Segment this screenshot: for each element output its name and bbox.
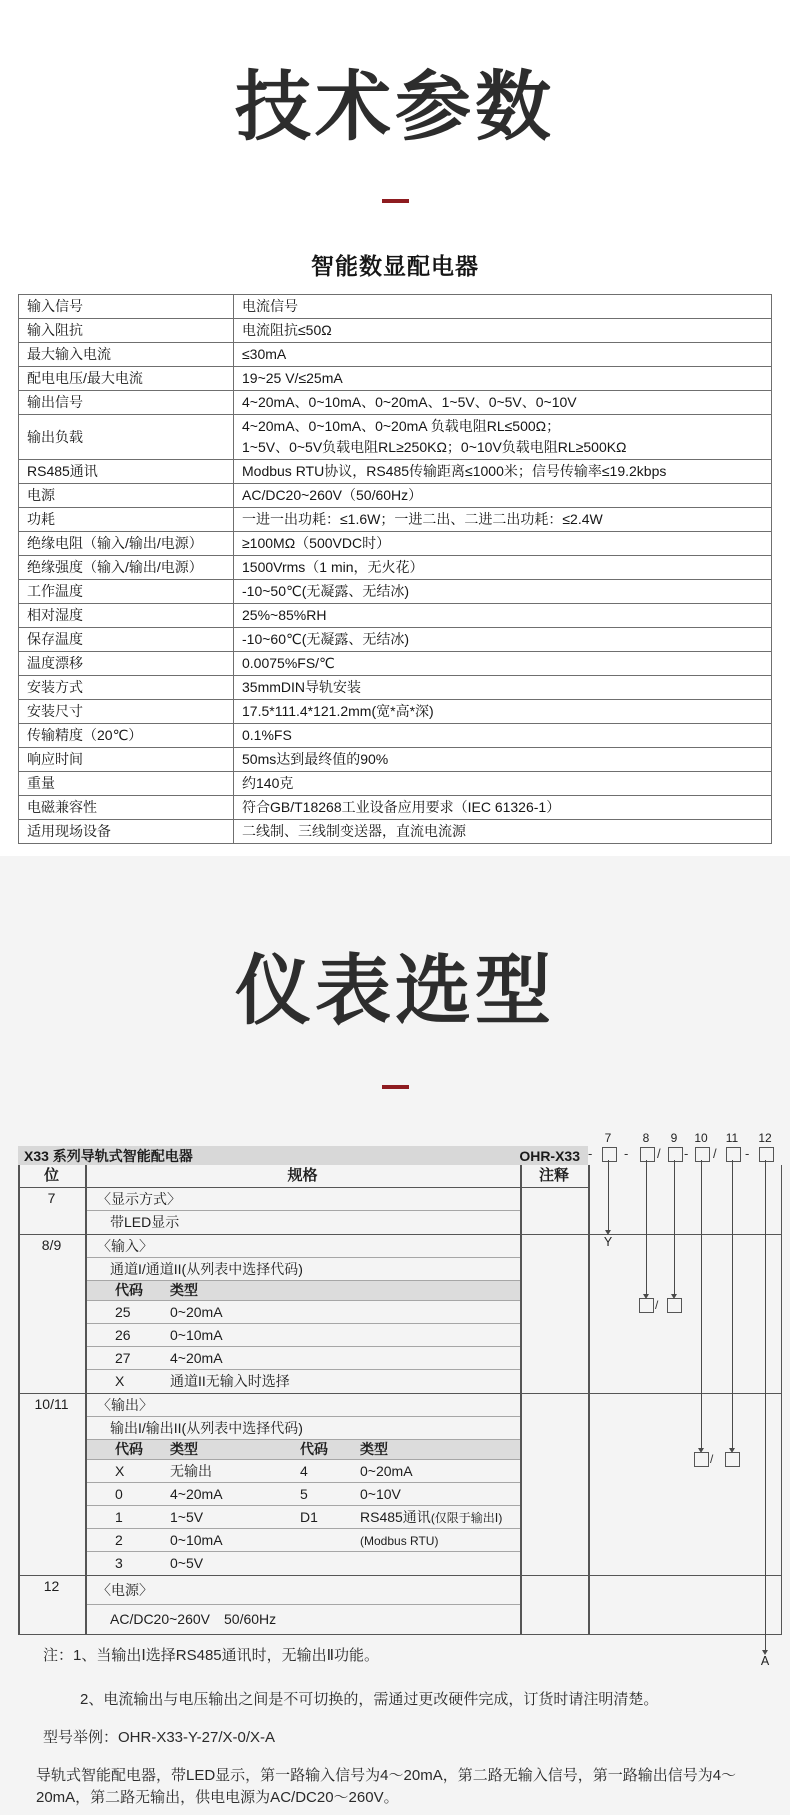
note-item: 2、电流输出与电压输出之间是不可切换的，需通过更改硬件完成，订货时请注明清楚。 — [80, 1691, 659, 1708]
diagram-cell — [588, 1576, 781, 1634]
model-code-separator: - — [624, 1146, 629, 1161]
spec-value: 符合GB/T18268工业设备应用要求（IEC 61326-1） — [234, 796, 772, 820]
model-code-separator: - — [684, 1146, 689, 1161]
code-cell: 3 — [115, 1555, 123, 1571]
spec-label: 绝缘电阻（输入/输出/电源） — [19, 532, 234, 556]
connector-line — [701, 1160, 702, 1448]
spec-row — [19, 556, 772, 580]
model-code-separator: / — [657, 1146, 661, 1161]
connector-line — [608, 1160, 609, 1230]
note-cell — [520, 1188, 588, 1234]
selection-groups — [18, 1188, 781, 1634]
spec-row — [19, 724, 772, 748]
spec-label: 响应时间 — [19, 748, 234, 772]
position-cell: 7 — [47, 1190, 56, 1206]
note-line — [0, 1689, 790, 1711]
code-row — [85, 1370, 520, 1393]
table-border-line — [18, 1165, 20, 1634]
type-cell: 0~20mA — [170, 1304, 223, 1320]
model-code-box — [668, 1147, 683, 1162]
spec-row — [19, 367, 772, 391]
code-row — [85, 1529, 520, 1552]
model-code-separator: - — [588, 1146, 593, 1161]
selection-table — [18, 1165, 782, 1635]
slash-separator: / — [710, 1452, 714, 1466]
spec-label: 传输精度（20℃） — [19, 724, 234, 748]
selection-section — [0, 856, 790, 1815]
model-digit: 8 — [642, 1131, 650, 1145]
code-row — [85, 1483, 520, 1506]
position-cell: 8/9 — [41, 1237, 62, 1253]
spec-row — [19, 820, 772, 844]
type-cell: 1~5V — [170, 1509, 204, 1525]
code-row — [85, 1301, 520, 1324]
code-cell: 代码 — [115, 1441, 143, 1457]
code-cell: D1 — [300, 1509, 318, 1525]
spec-label: 温度漂移 — [19, 652, 234, 676]
type-cell — [360, 1552, 520, 1575]
column-header-spec: 规格 — [287, 1167, 318, 1184]
model-digit: 11 — [725, 1131, 739, 1145]
code-cell: 26 — [115, 1327, 131, 1343]
output-code-box — [694, 1452, 709, 1467]
code-cell: 0 — [115, 1486, 123, 1502]
spec-value: 一进一出功耗：≤1.6W；一进二出、二进二出功耗：≤2.4W — [234, 508, 772, 532]
spec-row — [19, 532, 772, 556]
type-cell: 0~5V — [170, 1555, 204, 1571]
input-code-box — [639, 1298, 654, 1313]
selection-group — [18, 1234, 781, 1393]
spec-row — [19, 748, 772, 772]
model-digit: 9 — [670, 1131, 678, 1145]
spec-label: 绝缘强度（输入/输出/电源） — [19, 556, 234, 580]
spec-value: 35mmDIN导轨安装 — [234, 676, 772, 700]
spec-label: 输出负载 — [19, 415, 234, 460]
code-cell: 5 — [300, 1486, 308, 1502]
model-code-box — [726, 1147, 741, 1162]
spec-label: 适用现场设备 — [19, 820, 234, 844]
model-example: 型号举例：OHR-X33-Y-27/X-0/X-A — [43, 1729, 276, 1746]
type-cell: 4~20mA — [170, 1486, 223, 1502]
code-row — [85, 1347, 520, 1370]
code-cell: 4 — [300, 1463, 308, 1479]
type-cell: 0~10mA — [170, 1327, 223, 1343]
note-item: 1、当输出Ⅰ选择RS485通讯时，无输出Ⅱ功能。 — [73, 1647, 380, 1664]
spec-row — [19, 604, 772, 628]
code-cell — [300, 1552, 360, 1575]
code-cell: 1 — [115, 1509, 123, 1525]
spec-row-option: 带LED显示 — [110, 1214, 180, 1230]
spec-value: 25%~85%RH — [234, 604, 772, 628]
type-cell: 无输出 — [170, 1463, 212, 1479]
spec-label: 输入阻抗 — [19, 319, 234, 343]
type-cell: 4~20mA — [170, 1350, 223, 1366]
spec-row-option: 输出I/输出II(从列表中选择代码) — [85, 1417, 520, 1440]
code-header-row — [85, 1440, 520, 1460]
diagram-cell — [588, 1188, 781, 1234]
power-code-value: A — [760, 1654, 770, 1668]
model-digit: 10 — [694, 1131, 708, 1145]
note-prefix: 注： — [43, 1647, 74, 1664]
note-cell — [520, 1394, 588, 1575]
spec-row-option: 通道I/通道II(从列表中选择代码) — [85, 1258, 520, 1281]
spec-row — [19, 319, 772, 343]
spec-row — [19, 484, 772, 508]
code-row — [85, 1506, 520, 1529]
spec-value: 电流信号 — [234, 295, 772, 319]
connector-line — [646, 1160, 647, 1294]
spec-value: -10~50℃(无凝露、无结冰) — [234, 580, 772, 604]
tech-section — [0, 0, 790, 856]
code-header-row — [85, 1281, 520, 1301]
tech-title: 技术参数 — [235, 65, 555, 150]
spec-value: ≥100MΩ（500VDC时） — [234, 532, 772, 556]
spec-label: 输入信号 — [19, 295, 234, 319]
code-row — [85, 1460, 520, 1483]
spec-value: 0.0075%FS/℃ — [234, 652, 772, 676]
code-cell: 2 — [115, 1532, 123, 1548]
notes-block — [0, 1645, 790, 1809]
spec-value: 4~20mA、0~10mA、0~20mA 负载电阻RL≤500Ω； 1~5V、0~5V负载电阻RL≥250KΩ；0~10V负载电阻RL≥500KΩ — [234, 415, 772, 460]
spec-table — [18, 294, 772, 844]
spec-value: 1500Vrms（1 min，无火花） — [234, 556, 772, 580]
spec-label: 输出信号 — [19, 391, 234, 415]
spec-stack — [85, 1394, 520, 1575]
model-digit: 12 — [758, 1131, 772, 1145]
spec-row — [19, 391, 772, 415]
spec-value: 17.5*111.4*121.2mm(宽*高*深) — [234, 700, 772, 724]
spec-row — [19, 700, 772, 724]
table-border-line — [520, 1165, 522, 1634]
spec-value: AC/DC20~260V（50/60Hz） — [234, 484, 772, 508]
selection-title: 仪表选型 — [235, 949, 555, 1034]
spec-table-title: 智能数显配电器 — [311, 253, 479, 279]
type-cell: 类型 — [170, 1282, 198, 1298]
note-cell — [520, 1576, 588, 1634]
spec-row — [19, 676, 772, 700]
spec-value: 二线制、三线制变送器，直流电流源 — [234, 820, 772, 844]
type-cell: 类型 — [170, 1441, 198, 1457]
code-row — [85, 1552, 520, 1575]
code-cell: 25 — [115, 1304, 131, 1320]
red-dash-divider — [382, 1085, 409, 1089]
position-cell: 12 — [43, 1578, 60, 1594]
spec-stack — [85, 1235, 520, 1393]
model-digit: 7 — [604, 1131, 612, 1145]
display-code-value: Y — [603, 1235, 613, 1249]
spec-row — [19, 460, 772, 484]
code-cell: 27 — [115, 1350, 131, 1366]
note-line — [0, 1645, 790, 1667]
model-prefix: OHR-X33 — [519, 1147, 580, 1164]
note-cell — [520, 1235, 588, 1393]
spec-row — [19, 415, 772, 460]
output-code-box — [725, 1452, 740, 1467]
model-description: 导轨式智能配电器，带LED显示，第一路输入信号为4～20mA，第二路无输入信号，第一路输出信号为4～20mA，第二路无输出，供电电源为AC/DC20～260V。 — [36, 1767, 737, 1806]
spec-label: 相对湿度 — [19, 604, 234, 628]
type-cell: 0~10mA — [170, 1532, 223, 1548]
spec-label: 电磁兼容性 — [19, 796, 234, 820]
spec-row — [19, 508, 772, 532]
column-header-note: 注释 — [538, 1167, 569, 1184]
spec-value: -10~60℃(无凝露、无结冰) — [234, 628, 772, 652]
spec-value: Modbus RTU协议，RS485传输距离≤1000米；信号传输率≤19.2kbps — [234, 460, 772, 484]
spec-stack — [85, 1576, 520, 1634]
diagram-cell — [588, 1394, 781, 1575]
spec-label: 安装尺寸 — [19, 700, 234, 724]
type-cell-note: (仅限于输出Ⅰ) — [430, 1511, 503, 1525]
selection-table-header-bar — [18, 1146, 588, 1165]
spec-label: 功耗 — [19, 508, 234, 532]
spec-label: 安装方式 — [19, 676, 234, 700]
selection-group — [18, 1575, 781, 1634]
code-cell: 代码 — [300, 1441, 328, 1457]
code-cell: 代码 — [115, 1282, 143, 1298]
red-dash-divider — [382, 199, 409, 203]
spec-row-option: AC/DC20~260V 50/60Hz — [110, 1611, 277, 1627]
model-code-box — [602, 1147, 617, 1162]
spec-stack — [85, 1188, 520, 1234]
spec-row — [19, 295, 772, 319]
spec-label: 工作温度 — [19, 580, 234, 604]
spec-label: 最大输入电流 — [19, 343, 234, 367]
type-cell: 0~20mA — [360, 1463, 413, 1479]
code-cell: X — [115, 1373, 125, 1389]
spec-label: 保存温度 — [19, 628, 234, 652]
model-code-separator: - — [745, 1146, 750, 1161]
spec-table-body — [19, 295, 772, 844]
model-code-box — [640, 1147, 655, 1162]
spec-row — [19, 652, 772, 676]
input-code-box — [667, 1298, 682, 1313]
selection-group — [18, 1393, 781, 1575]
column-header-pos: 位 — [43, 1167, 59, 1184]
spec-row-label: 〈输出〉 — [85, 1394, 520, 1417]
type-cell: 类型 — [360, 1441, 388, 1457]
spec-value: 约140克 — [234, 772, 772, 796]
connector-line — [732, 1160, 733, 1448]
type-cell: RS485通讯(仅限于输出Ⅰ) — [360, 1509, 503, 1525]
spec-value: 电流阻抗≤50Ω — [234, 319, 772, 343]
code-cell: X — [115, 1463, 125, 1479]
slash-separator: / — [655, 1298, 659, 1312]
code-row — [85, 1324, 520, 1347]
selection-group — [18, 1188, 781, 1234]
spec-label: 电源 — [19, 484, 234, 508]
spec-row-label: 〈电源〉 — [85, 1576, 520, 1605]
position-cell: 10/11 — [34, 1396, 69, 1412]
spec-label: RS485通讯 — [19, 460, 234, 484]
spec-value: ≤30mA — [234, 343, 772, 367]
connector-line — [765, 1160, 766, 1650]
diagram-cell — [588, 1235, 781, 1393]
code-cell — [300, 1529, 360, 1551]
spec-value: 19~25 V/≤25mA — [234, 367, 772, 391]
spec-row-label: 〈输入〉 — [85, 1235, 520, 1258]
table-border-line — [85, 1165, 87, 1634]
type-cell — [360, 1529, 520, 1551]
series-label: X33 系列导轨式智能配电器 — [24, 1147, 193, 1164]
spec-value: 50ms达到最终值的90% — [234, 748, 772, 772]
spec-row — [19, 772, 772, 796]
type-cell: 通道II无输入时选择 — [170, 1373, 290, 1389]
spec-row — [19, 343, 772, 367]
selection-column-header — [18, 1165, 588, 1188]
spec-label: 配电电压/最大电流 — [19, 367, 234, 391]
spec-value: 0.1%FS — [234, 724, 772, 748]
spec-row — [19, 796, 772, 820]
spec-row — [19, 580, 772, 604]
spec-row-label: 〈显示方式〉 — [85, 1188, 520, 1211]
model-code-box — [759, 1147, 774, 1162]
connector-line — [674, 1160, 675, 1294]
model-code-separator: / — [713, 1146, 717, 1161]
model-code-box — [695, 1147, 710, 1162]
type-cell-note: (Modbus RTU) — [360, 1534, 439, 1548]
spec-value: 4~20mA、0~10mA、0~20mA、1~5V、0~5V、0~10V — [234, 391, 772, 415]
spec-label: 重量 — [19, 772, 234, 796]
spec-row — [19, 628, 772, 652]
table-border-line — [588, 1165, 590, 1634]
type-cell: 0~10V — [360, 1486, 401, 1502]
